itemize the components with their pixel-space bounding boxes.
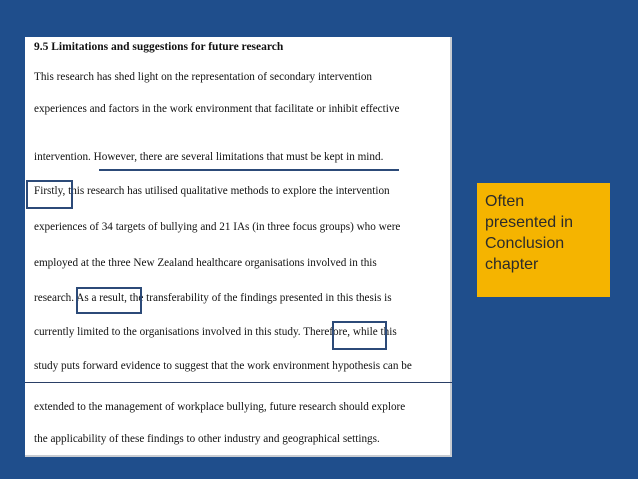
text-line: research. As a result, the transferability of the findings presented in this thesis is <box>34 292 392 304</box>
text-line: intervention. However, there are several limitations that must be kept in mind. <box>34 151 384 163</box>
page-divider <box>25 382 452 383</box>
highlight-box-as-a-result <box>76 287 142 314</box>
text-line: study puts forward evidence to suggest that the work environment hypothesis can be <box>34 360 412 372</box>
text-line: Firstly, this research has utilised qualitative methods to explore the intervention <box>34 185 390 197</box>
text-line: experiences of 34 targets of bullying and 21 IAs (in three focus groups) who were <box>34 221 401 233</box>
text-line: This research has shed light on the representation of secondary intervention <box>34 71 373 83</box>
highlight-underline <box>99 169 399 171</box>
text-line: currently limited to the organisations involved in this study. Therefore, while this <box>34 326 397 338</box>
document-excerpt <box>25 37 452 457</box>
highlight-box-therefore <box>332 321 387 350</box>
callout-note <box>477 183 610 297</box>
highlight-box-firstly <box>26 180 73 209</box>
text-line: extended to the management of workplace bullying, future research should explore <box>34 401 406 413</box>
callout-line: chapter <box>485 256 539 273</box>
callout-line: Often <box>485 193 525 210</box>
text-line: employed at the three New Zealand healthcare organisations involved in this <box>34 257 377 269</box>
text-line: experiences and factors in the work environment that facilitate or inhibit effective <box>34 103 400 115</box>
callout-line: Conclusion <box>485 235 565 252</box>
callout-line: presented in <box>485 214 574 231</box>
section-heading: 9.5 Limitations and suggestions for future research <box>34 41 284 53</box>
text-line: the applicability of these findings to other industry and geographical settings. <box>34 433 380 445</box>
